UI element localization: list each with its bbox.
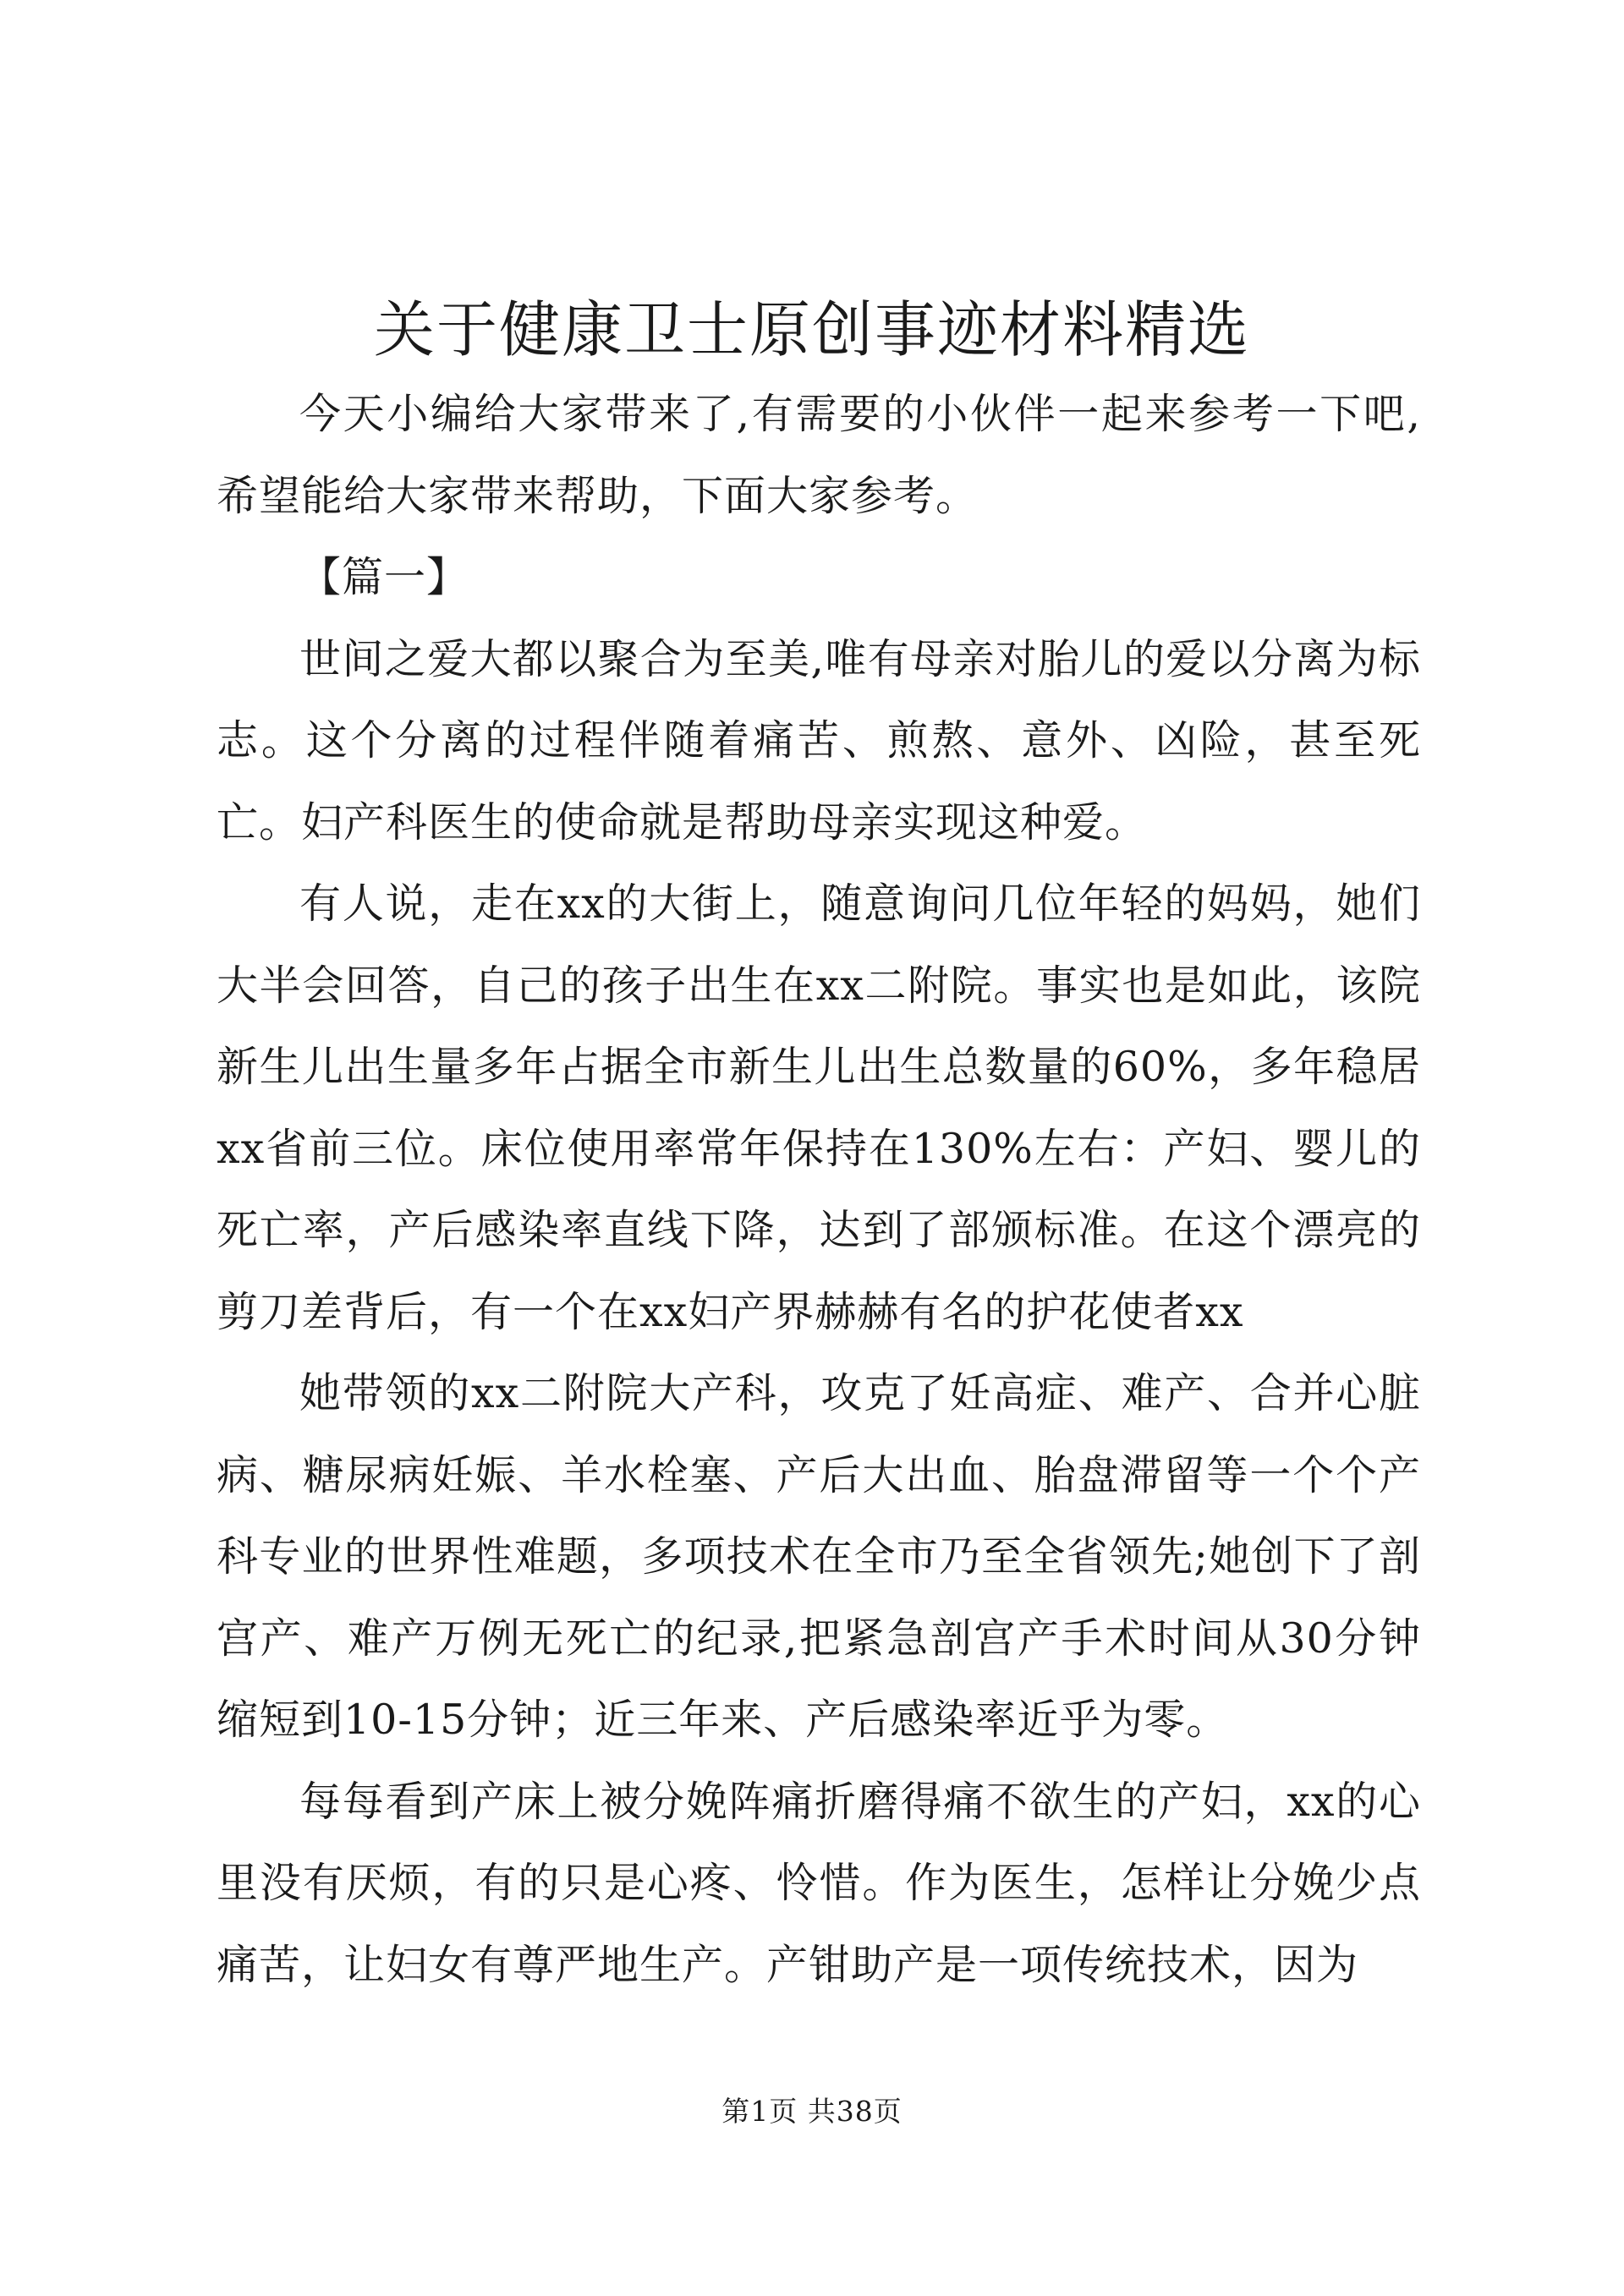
document-title: 关于健康卫士原创事迹材料精选: [373, 294, 1250, 365]
document-body: [217, 374, 1421, 2006]
section-heading: 【篇一】: [299, 553, 469, 601]
paragraph: 世间之爱大都以聚合为至美,唯有母亲对胎儿的爱以分离为标志。这个分离的过程伴随着痛苦、煎熬、意外、凶险，甚至死亡。妇产科医生的使命就是帮助母亲实现这种爱。: [217, 634, 1421, 847]
paragraph: 有人说，走在xx的大街上，随意询问几位年轻的妈妈，她们大半会回答，自己的孩子出生在xx二附院。事实也是如此，该院新生儿出生量多年占据全市新生儿出生总数量的60%，多年稳居xx省前三位。床位使用率常年保持在130%左右：产妇、婴儿的死亡率，产后感染率直线下降，达到了部颁标准。在这个漂亮的剪刀差背后，有一个在xx妇产界赫赫有名的护花使者xx: [217, 879, 1421, 1336]
paragraph: 她带领的xx二附院大产科，攻克了妊高症、难产、合并心脏病、糖尿病妊娠、羊水栓塞、产后大出血、胎盘滞留等一个个产科专业的世界性难题，多项技术在全市乃至全省领先;她创下了剖宫产、难产万例无死亡的纪录,把紧急剖宫产手术时间从30分钟缩短到10-15分钟；近三年来、产后感染率近乎为零。: [217, 1369, 1421, 1744]
paragraph-intro: 今天小编给大家带来了,有需要的小伙伴一起来参考一下吧,希望能给大家带来帮助，下面大家参考。: [217, 390, 1421, 520]
page-number-footer: 第1页 共38页: [721, 2095, 903, 2128]
paragraph: 每每看到产床上被分娩阵痛折磨得痛不欲生的产妇，xx的心里没有厌烦，有的只是心疼、怜惜。作为医生，怎样让分娩少点痛苦，让妇女有尊严地生产。产钳助产是一项传统技术，因为: [217, 1777, 1421, 1989]
